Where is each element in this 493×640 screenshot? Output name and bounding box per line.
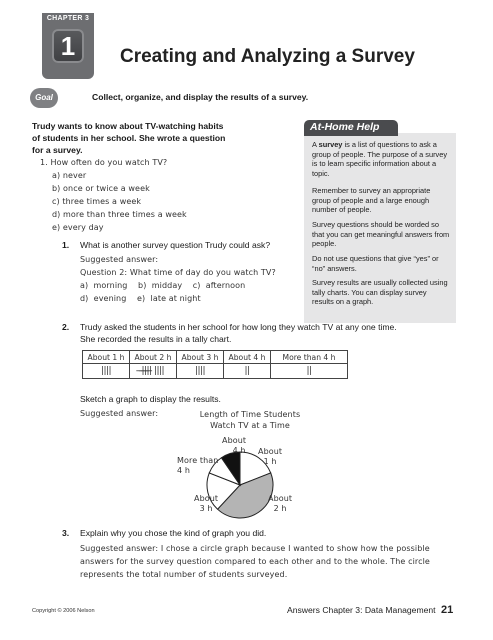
tally-header: About 4 h <box>224 351 271 364</box>
help-paragraph: Survey questions should be worded so that you can get meaningful answers from people. <box>312 220 450 249</box>
tally-marks: || <box>224 364 271 379</box>
tally-header: About 1 h <box>83 351 130 364</box>
q1-answer-options: d) evening e) late at night <box>80 294 201 303</box>
q3-answer-line: Suggested answer: I chose a circle graph because I wanted to show how the possible <box>80 544 430 553</box>
q3-answer-line: represents the total number of students surveyed. <box>80 570 288 579</box>
tally-marks: ̶|̶|̶|̶|̶ |||| <box>130 364 177 379</box>
at-home-help-title: At-Home Help <box>310 121 380 133</box>
footer-reference: Answers Chapter 3: Data Management <box>287 605 436 615</box>
chart-title: Length of Time Students Watch TV at a Time <box>199 410 301 430</box>
q1-text: What is another survey question Trudy could ask? <box>80 240 271 250</box>
slice-label-about-3h <box>194 494 218 514</box>
help-term-survey: survey <box>318 140 343 149</box>
q3-text: Explain why you chose the kind of graph you did. <box>80 528 267 538</box>
help-paragraph: Do not use questions that give “yes” or “no” answers. <box>312 254 439 273</box>
tally-marks: |||| <box>83 364 130 379</box>
page-number: 21 <box>441 604 454 616</box>
intro-line-2: of students in her school. She wrote a question <box>32 133 226 143</box>
slice-label-line: About <box>258 447 283 456</box>
q1-answer-options: a) morning b) midday c) afternoon <box>80 281 246 290</box>
q1-number: 1. <box>62 240 70 250</box>
tally-header: About 3 h <box>177 351 224 364</box>
help-p1-prefix: A <box>312 140 319 149</box>
slice-label-line: 3 h <box>199 504 213 513</box>
help-p1-rest: is a list of questions to ask a group of people. The purpose of a survey is to learn specific information about a topic. <box>312 140 448 178</box>
survey-option: d) more than three times a week <box>52 210 187 219</box>
chapter-label: CHAPTER 3 <box>46 15 90 22</box>
q1-answer-question: Question 2: What time of day do you watch TV? <box>80 268 276 277</box>
slice-label-line: More than <box>177 456 219 465</box>
q2-number: 2. <box>62 322 70 332</box>
tally-header: About 2 h <box>130 351 177 364</box>
help-paragraph <box>312 140 450 178</box>
intro-line-3: for a survey. <box>32 145 83 155</box>
q2-line-1: Trudy asked the students in her school for how long they watch TV at any one time. <box>80 322 397 332</box>
survey-option: e) every day <box>52 223 104 232</box>
q1-answer-label: Suggested answer: <box>80 255 159 264</box>
chapter-number: 1 <box>52 29 84 63</box>
survey-option: a) never <box>52 171 87 180</box>
goal-badge: Goal <box>30 88 58 108</box>
slice-label-about-4h <box>222 436 246 456</box>
goal-text: Collect, organize, and display the results of a survey. <box>92 92 309 102</box>
slice-label-about-1h <box>258 447 282 467</box>
slice-label-line: 4 h <box>177 466 191 475</box>
help-paragraph: Remember to survey an appropriate group of people and a large enough number of people. <box>312 186 431 215</box>
tally-marks: |||| <box>177 364 224 379</box>
tally-marks: || <box>271 364 348 379</box>
slice-label-more-than-4h <box>177 456 218 476</box>
survey-option: c) three times a week <box>52 197 142 206</box>
intro-line-1: Trudy wants to know about TV-watching habits <box>32 121 224 131</box>
slice-label-line: About <box>268 494 293 503</box>
slice-label-line: About <box>222 436 247 445</box>
tally-header: More than 4 h <box>271 351 348 364</box>
survey-option: b) once or twice a week <box>52 184 150 193</box>
slice-label-about-2h <box>268 494 292 514</box>
q3-number: 3. <box>62 528 70 538</box>
page-title: Creating and Analyzing a Survey <box>120 46 415 67</box>
help-paragraph: Survey results are usually collected using tally charts. You can display survey results on a graph. <box>312 278 448 307</box>
q2-sketch-prompt: Sketch a graph to display the results. <box>80 394 221 404</box>
q2-answer-label: Suggested answer: <box>80 409 159 418</box>
footer-copyright: Copyright © 2006 Nelson <box>32 608 95 614</box>
q3-answer-line: answers for the survey question compared to each other and to the whole. The circle <box>80 557 430 566</box>
slice-label-line: 1 h <box>263 457 277 466</box>
slice-label-line: About <box>194 494 219 503</box>
slice-label-line: 2 h <box>273 504 287 513</box>
q2-line-2: She recorded the results in a tally chart. <box>80 334 232 344</box>
tally-chart <box>82 350 348 379</box>
survey-question: 1. How often do you watch TV? <box>40 158 168 167</box>
slice-label-line: 4 h <box>232 446 246 455</box>
